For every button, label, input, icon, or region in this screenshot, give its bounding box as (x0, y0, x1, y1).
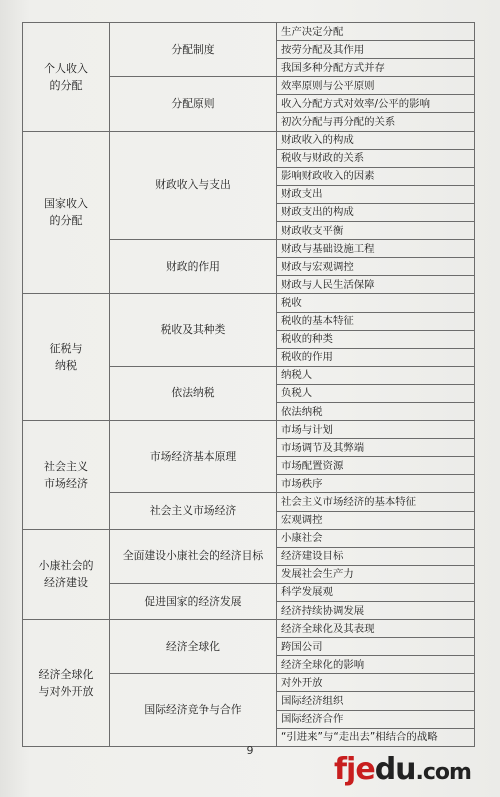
knowledge-point: 影响财政收入的因素 (277, 167, 475, 185)
topic-name: 国际经济竞争与合作 (110, 674, 277, 746)
knowledge-point: 市场调节及其弊端 (277, 439, 475, 457)
outline-row (23, 131, 475, 149)
topic-name: 财政的作用 (110, 240, 277, 294)
knowledge-point: 市场秩序 (277, 475, 475, 493)
topic-name: 依法纳税 (110, 366, 277, 420)
knowledge-point: 负税人 (277, 384, 475, 402)
knowledge-point: 经济全球化的影响 (277, 656, 475, 674)
knowledge-point: 税收与财政的关系 (277, 149, 475, 167)
topic-name: 社会主义市场经济 (110, 493, 277, 529)
section-title: 个人收入 的分配 (23, 23, 110, 132)
outline-row (23, 620, 475, 638)
topic-name: 税收及其种类 (110, 294, 277, 366)
knowledge-point: 我国多种分配方式并存 (277, 59, 475, 77)
knowledge-outline-table (22, 22, 475, 747)
outline-row (23, 529, 475, 547)
topic-name: 财政收入与支出 (110, 131, 277, 240)
topic-name: 分配原则 (110, 77, 277, 131)
topic-name: 经济全球化 (110, 620, 277, 674)
knowledge-point: 财政与宏观调控 (277, 258, 475, 276)
knowledge-point: 经济全球化及其表现 (277, 620, 475, 638)
knowledge-point: 发展社会生产力 (277, 565, 475, 583)
knowledge-point: 经济建设目标 (277, 547, 475, 565)
outline-row (23, 23, 475, 41)
outline-row (23, 294, 475, 312)
knowledge-point: 科学发展观 (277, 583, 475, 601)
watermark-red: fje (334, 752, 375, 787)
knowledge-point: 市场与计划 (277, 421, 475, 439)
knowledge-point: 社会主义市场经济的基本特征 (277, 493, 475, 511)
knowledge-point: 市场配置资源 (277, 457, 475, 475)
section-title: 社会主义 市场经济 (23, 421, 110, 530)
outline-row (23, 421, 475, 439)
knowledge-point: 按劳分配及其作用 (277, 41, 475, 59)
page-number: 9 (246, 744, 254, 757)
knowledge-point: 纳税人 (277, 366, 475, 384)
knowledge-point: 财政与人民生活保障 (277, 276, 475, 294)
watermark-logo (334, 752, 471, 787)
watermark-domain: .com (415, 760, 471, 785)
knowledge-point: 依法纳税 (277, 402, 475, 420)
knowledge-point: 对外开放 (277, 674, 475, 692)
knowledge-point: 税收的种类 (277, 330, 475, 348)
knowledge-point: 财政支出 (277, 185, 475, 203)
section-title: 征税与 纳税 (23, 294, 110, 421)
knowledge-point: 财政收入的构成 (277, 131, 475, 149)
section-title: 经济全球化 与对外开放 (23, 620, 110, 747)
knowledge-point: 税收的基本特征 (277, 312, 475, 330)
section-title: 小康社会的 经济建设 (23, 529, 110, 619)
watermark-dark: du (374, 752, 416, 787)
knowledge-point: 生产决定分配 (277, 23, 475, 41)
topic-name: 全面建设小康社会的经济目标 (110, 529, 277, 583)
topic-name: 市场经济基本原理 (110, 421, 277, 493)
knowledge-point: 效率原则与公平原则 (277, 77, 475, 95)
knowledge-point: 财政收支平衡 (277, 222, 475, 240)
knowledge-point: 财政与基础设施工程 (277, 240, 475, 258)
knowledge-point: 国际经济合作 (277, 710, 475, 728)
knowledge-point: 小康社会 (277, 529, 475, 547)
knowledge-point: 国际经济组织 (277, 692, 475, 710)
section-title: 国家收入 的分配 (23, 131, 110, 294)
knowledge-point: 财政支出的构成 (277, 203, 475, 221)
knowledge-point: 初次分配与再分配的关系 (277, 113, 475, 131)
topic-name: 分配制度 (110, 23, 277, 77)
knowledge-point: 跨国公司 (277, 638, 475, 656)
knowledge-point: 税收的作用 (277, 348, 475, 366)
knowledge-point: “引进来”与“走出去”相结合的战略 (277, 728, 475, 746)
topic-name: 促进国家的经济发展 (110, 583, 277, 619)
knowledge-point: 经济持续协调发展 (277, 602, 475, 620)
knowledge-point: 税收 (277, 294, 475, 312)
knowledge-point: 收入分配方式对效率/公平的影响 (277, 95, 475, 113)
knowledge-point: 宏观调控 (277, 511, 475, 529)
